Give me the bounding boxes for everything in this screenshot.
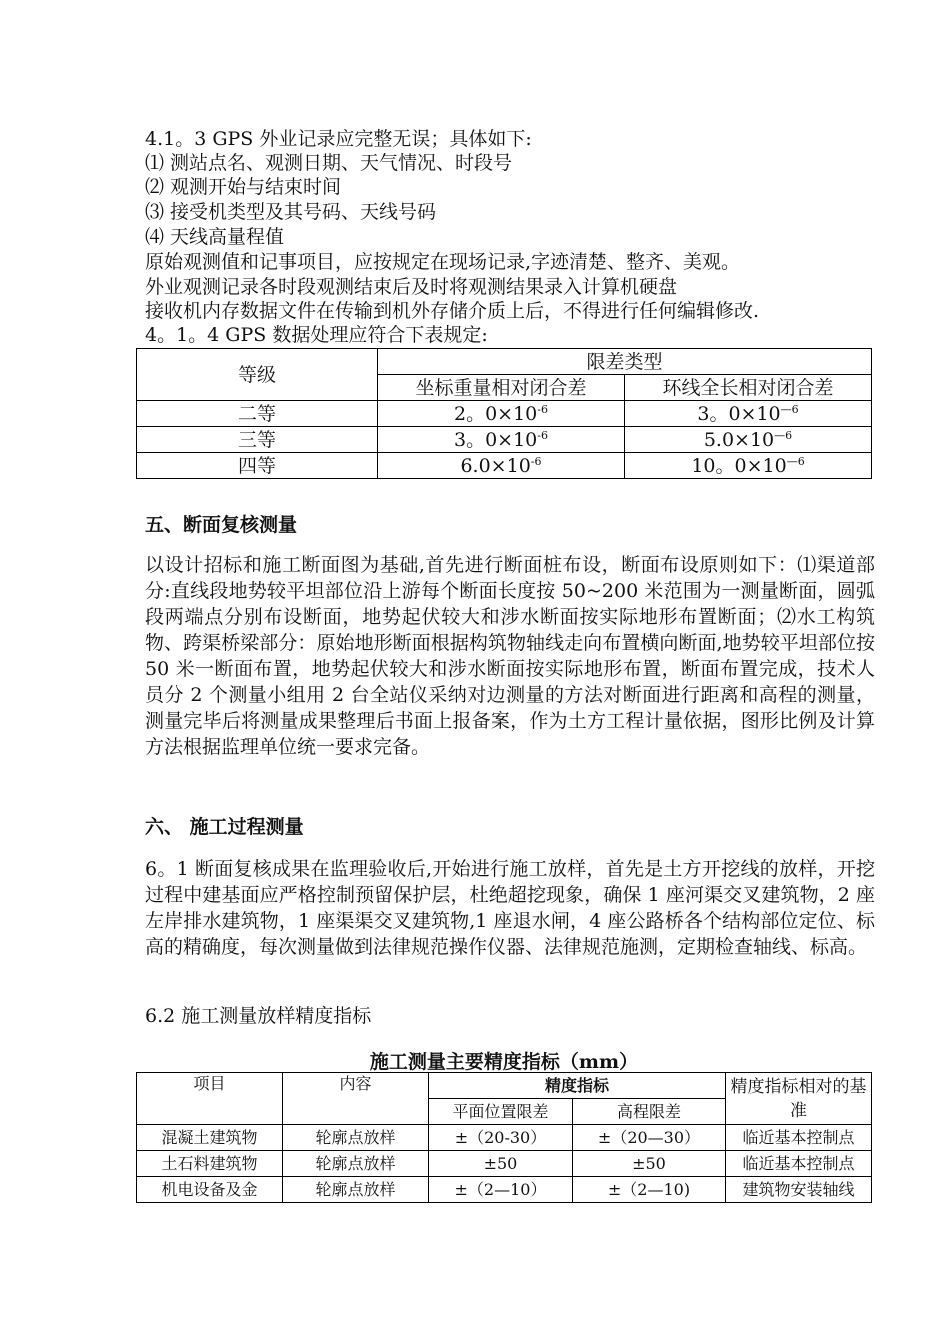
table-row (137, 453, 872, 479)
table2-elevation: ±（2—10) (572, 1177, 725, 1203)
gps-line-4: ⑶ 接受机类型及其号码、天线号码 (145, 201, 437, 223)
gps-line-1: 4.1。3 GPS 外业记录应完整无误；具体如下: (145, 128, 532, 150)
table2-content: 轮廓点放样 (283, 1125, 429, 1151)
table-row (137, 401, 872, 427)
table2-title: 施工测量主要精度指标（mm） (369, 1051, 639, 1073)
table1-cell: $6.0\times 10^{-6}$ (378, 453, 625, 479)
table1-grade: 四等 (137, 453, 378, 479)
table2-plane: ±50 (429, 1151, 573, 1177)
table2-plane: ±（20-30） (429, 1125, 573, 1151)
section5-heading: 五、断面复核测量 (145, 514, 298, 536)
table2-item: 混凝土建筑物 (137, 1125, 283, 1151)
table2-header-elevation: 高程限差 (572, 1099, 725, 1125)
section6-heading: 六、 施工过程测量 (145, 816, 304, 838)
table1-header-grade: 等级 (137, 349, 378, 401)
gps-tolerance-table (136, 348, 872, 479)
table1-grade: 三等 (137, 427, 378, 453)
table2-item: 土石料建筑物 (137, 1151, 283, 1177)
table-row (137, 1151, 872, 1177)
gps-line-2: ⑴ 测站点名、观测日期、天气情况、时段号 (145, 152, 513, 174)
table1-header-type: 限差类型 (378, 349, 872, 375)
table2-header-precision: 精度指标 (429, 1073, 726, 1099)
table2-elevation: ±50 (572, 1151, 725, 1177)
gps-line-8: 接收机内存数据文件在传输到机外存储介质上后，不得进行任何编辑修改. (145, 300, 760, 322)
table2-reference: 建筑物安装轴线 (726, 1177, 872, 1203)
table2-elevation: ±（20—30） (572, 1125, 725, 1151)
table2-reference: 临近基本控制点 (726, 1151, 872, 1177)
table1-cell: 2。$0\times 10^{-6}$ (378, 401, 625, 427)
table-row (137, 427, 872, 453)
table1-cell: 3。$0\times 10^{-6}$ (378, 427, 625, 453)
gps-line-5: ⑷ 天线高量程值 (145, 226, 285, 248)
section6-subheading: 6.2 施工测量放样精度指标 (145, 1005, 372, 1027)
table-row (137, 1125, 872, 1151)
table-row (137, 1177, 872, 1203)
precision-table (136, 1072, 872, 1203)
table2-plane: ±（2—10） (429, 1177, 573, 1203)
table2-header-item: 项目 (137, 1073, 283, 1125)
table1-grade: 二等 (137, 401, 378, 427)
table2-header-plane: 平面位置限差 (429, 1099, 573, 1125)
table1-header-col2: 环线全长相对闭合差 (625, 375, 872, 401)
table1-cell: 10。$0\times 10^{—6}$ (625, 453, 872, 479)
table1-header-col1: 坐标重量相对闭合差 (378, 375, 625, 401)
table1-cell: $5.0\times 10^{—6}$ (625, 427, 872, 453)
table2-content: 轮廓点放样 (283, 1151, 429, 1177)
section5-body: 以设计招标和施工断面图为基础,首先进行断面桩布设，断面布设原则如下：⑴渠道部分:直线段地势较平坦部位沿上游每个断面长度按 50~200 米范围为一测量断面，圆弧段两端点分别布设断面，地势起伏较大和涉水断面按实际地形布置断面；⑵水工构筑物、跨渠桥梁部分：原始地形断面根据构筑物轴线走向布置横向断面,地势较平坦部位按 50 米一断面布置，地势起伏较大和涉水断面按实际地形布置，断面布置完成，技术人员分 2 个测量小组用 2 台全站仪采纳对边测量的方法对断面进行距离和高程的测量，测量完毕后将测量成果整理后书面上报备案，作为土方工程计量依据，图形比例及计算方法根据监理单位统一要求完备。 (145, 554, 875, 758)
table1-cell: 3。$0\times 10^{—6}$ (625, 401, 872, 427)
gps-line-7: 外业观测记录各时段观测结束后及时将观测结果录入计算机硬盘 (145, 276, 678, 298)
table2-reference: 临近基本控制点 (726, 1125, 872, 1151)
table2-item: 机电设备及金 (137, 1177, 283, 1203)
gps-line-6: 原始观测值和记事项目，应按规定在现场记录,字迹清楚、整齐、美观。 (145, 251, 741, 273)
table2-content: 轮廓点放样 (283, 1177, 429, 1203)
section6-body: 6。1 断面复核成果在监理验收后,开始进行施工放样，首先是土方开挖线的放样，开挖过程中建基面应严格控制预留保护层，杜绝超挖现象，确保 1 座河渠交叉建筑物，2 座左岸排水建筑物，1 座渠渠交叉建筑物,1 座退水闸，4 座公路桥各个结构部位定位、标高的精确度，每次测量做到法律规范操作仪器、法律规范施测，定期检查轴线、标高。 (145, 858, 875, 958)
gps-line-9: 4。1。4 GPS 数据处理应符合下表规定: (145, 324, 488, 346)
table2-header-reference: 精度指标相对的基准 (726, 1073, 872, 1125)
gps-line-3: ⑵ 观测开始与结束时间 (145, 176, 342, 198)
table2-header-content: 内容 (283, 1073, 429, 1125)
